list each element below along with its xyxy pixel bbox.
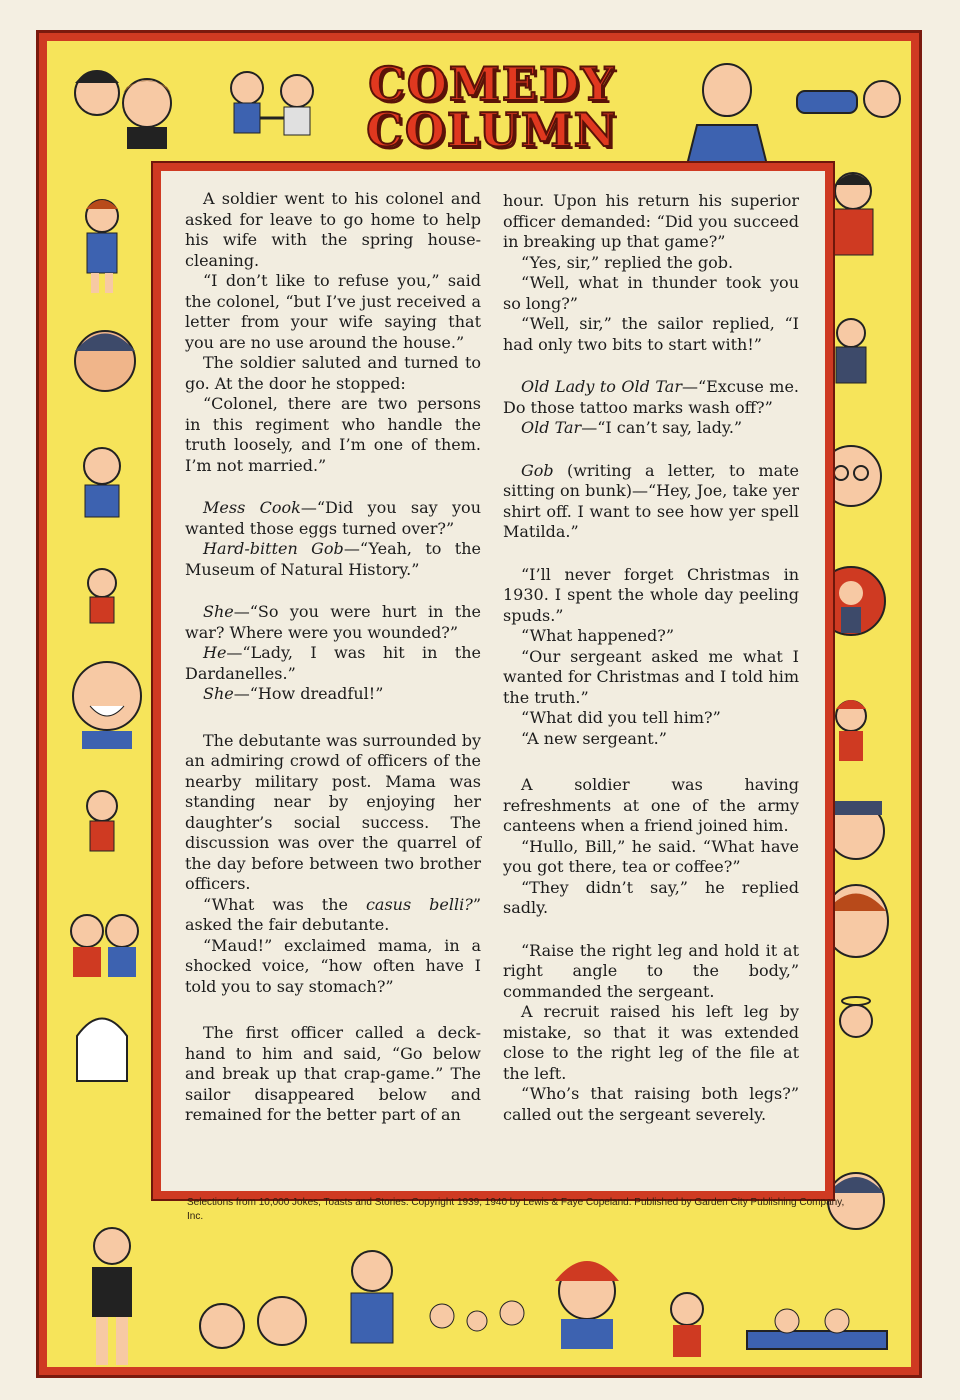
paragraph: “I don’t like to refuse you,” said the colonel, “but I’ve just received a letter from your wife saying that you are no use around the house.” — [185, 271, 481, 352]
speaker: Hard-bitten Gob — [203, 539, 344, 558]
paragraph: “Hullo, Bill,” he said. “What have you got there, tea or coffee?” — [503, 836, 799, 876]
speaker: He — [203, 643, 227, 662]
cartoon-sleeping-man-illustration — [787, 71, 917, 131]
cartoon-singing-kid-figure — [72, 781, 132, 861]
paragraph: The first officer called a deck-hand to him and said, “Go below and break up that crap-game.” The sailor disappeared below and remained for the better part of an — [185, 1023, 481, 1124]
cartoon-swimsuit-girl-figure — [62, 1221, 162, 1371]
cartoon-couple-illustration — [57, 53, 197, 153]
page-title — [347, 57, 637, 171]
paragraph: A soldier went to his colonel and asked for leave to go home to help his wife with the spring house-cleaning. — [185, 189, 481, 270]
cartoon-kid-with-flowers-figure — [647, 1281, 727, 1371]
right-text-column — [503, 191, 799, 1125]
cartoon-bonnet-baby-figure — [527, 1241, 647, 1361]
speaker: Old Lady to Old Tar — [521, 377, 682, 396]
speaker: Old Tar — [521, 418, 582, 437]
cartoon-girl-figure — [67, 191, 137, 301]
left-text-column — [185, 189, 481, 1126]
dialogue-line: Gob (writing a letter, to mate sitting on bunk)—“Hey, Joe, take yer shirt off. I want to see how yer spell Matilda.” — [503, 460, 799, 541]
dialogue-line: Mess Cook—“Did you say you wanted those eggs turned over?” — [185, 498, 481, 538]
paragraph: “What was the casus belli?” asked the fair debutante. — [185, 894, 482, 934]
cartoon-small-kid-figure — [72, 561, 132, 631]
title-line-1: COMEDY — [368, 57, 616, 111]
dialogue-line: She—“So you were hurt in the war? Where were you wounded?” — [185, 602, 481, 642]
cartoon-sitting-kid-figure — [327, 1241, 417, 1361]
paragraph: “I’ll never forget Christmas in 1930. I spent the whole day peeling spuds.” — [503, 564, 799, 625]
paragraph: “Who’s that raising both legs?” called out the sergeant severely. — [503, 1084, 799, 1124]
paragraph: A soldier was having refreshments at one of the army canteens when a friend joined him. — [503, 775, 799, 835]
dialogue-line: Hard-bitten Gob—“Yeah, to the Museum of Natural History.” — [185, 539, 481, 579]
cartoon-sled-figures — [737, 1291, 897, 1371]
cartoon-laughing-man-figure — [62, 651, 152, 751]
copyright-credit: Selections from 10,000 Jokes, Toasts and Stories. Copyright 1939, 1940 by Lewis & Faye Copeland. Published by Garden City Publishing Company, Inc. — [187, 1197, 845, 1222]
paragraph: “Well, what in thunder took you so long?” — [503, 273, 799, 313]
speaker: Mess Cook — [203, 498, 301, 517]
dialogue-line: She—“How dreadful!” — [203, 684, 384, 703]
paragraph: “Colonel, there are two persons in this regiment who handle the truth loosely, and I’m one of them. I’m not married.” — [185, 394, 481, 475]
paragraph: The debutante was surrounded by an admiring crowd of officers of the nearby military post. Mama was standing near by enjoying her daughter’s social success. The discussion was over the quarrel of the day before between two brother officers. — [185, 730, 481, 893]
dialogue-line: Old Tar—“I can’t say, lady.” — [521, 418, 743, 437]
speaker: She — [203, 602, 234, 621]
paragraph: “What did you tell him?” — [521, 708, 721, 727]
paragraph: “A new sergeant.” — [521, 728, 667, 748]
cartoon-kid-figure — [67, 441, 137, 531]
paragraph: “They didn’t say,” he replied sadly. — [503, 877, 799, 917]
speaker: She — [203, 684, 234, 703]
joke-column-frame — [151, 161, 835, 1201]
paragraph: “Our sergeant asked me what I wanted for Christmas and I told him the truth.” — [503, 646, 799, 707]
comic-page — [36, 30, 922, 1378]
paragraph: “Maud!” exclaimed mama, in a shocked voice, “how often have I told you to say stomach?” — [185, 935, 481, 996]
joke-column-body — [161, 171, 825, 1191]
title-line-2: COLUMN — [366, 103, 618, 157]
cartoon-two-boys-figure — [187, 1281, 327, 1371]
speaker: Gob — [521, 460, 554, 480]
paragraph: “Yes, sir,” replied the gob. — [521, 252, 734, 272]
cartoon-man-thinking-illustration — [677, 55, 787, 165]
paragraph: hour. Upon his return his superior officer demanded: “Did you succeed in breaking up that game?” — [503, 191, 799, 251]
cartoon-tiny-figures — [417, 1291, 537, 1371]
cartoon-helmet-soldier-figure — [65, 311, 145, 411]
cartoon-dancing-kids-illustration — [212, 63, 332, 158]
cartoon-ghost-figure — [67, 1001, 137, 1091]
dialogue-line: He—“Lady, I was hit in the Dardanelles.” — [185, 643, 481, 683]
paragraph: “What happened?” — [521, 626, 674, 645]
cartoon-angel-figure — [826, 991, 886, 1061]
paragraph: “Well, sir,” the sailor replied, “I had only two bits to start with!” — [503, 314, 799, 354]
yellow-border-panel — [47, 41, 911, 1367]
cartoon-two-kids-figure — [57, 901, 152, 991]
paragraph: “Raise the right leg and hold it at right angle to the body,” commanded the sergeant. — [503, 940, 799, 1001]
paragraph: The soldier saluted and turned to go. At the door he stopped: — [185, 353, 481, 393]
dialogue-line: Old Lady to Old Tar—“Excuse me. Do those tattoo marks wash off?” — [503, 377, 800, 417]
paragraph: A recruit raised his left leg by mistake, so that it was extended close to the right leg of the file at the left. — [503, 1002, 799, 1083]
